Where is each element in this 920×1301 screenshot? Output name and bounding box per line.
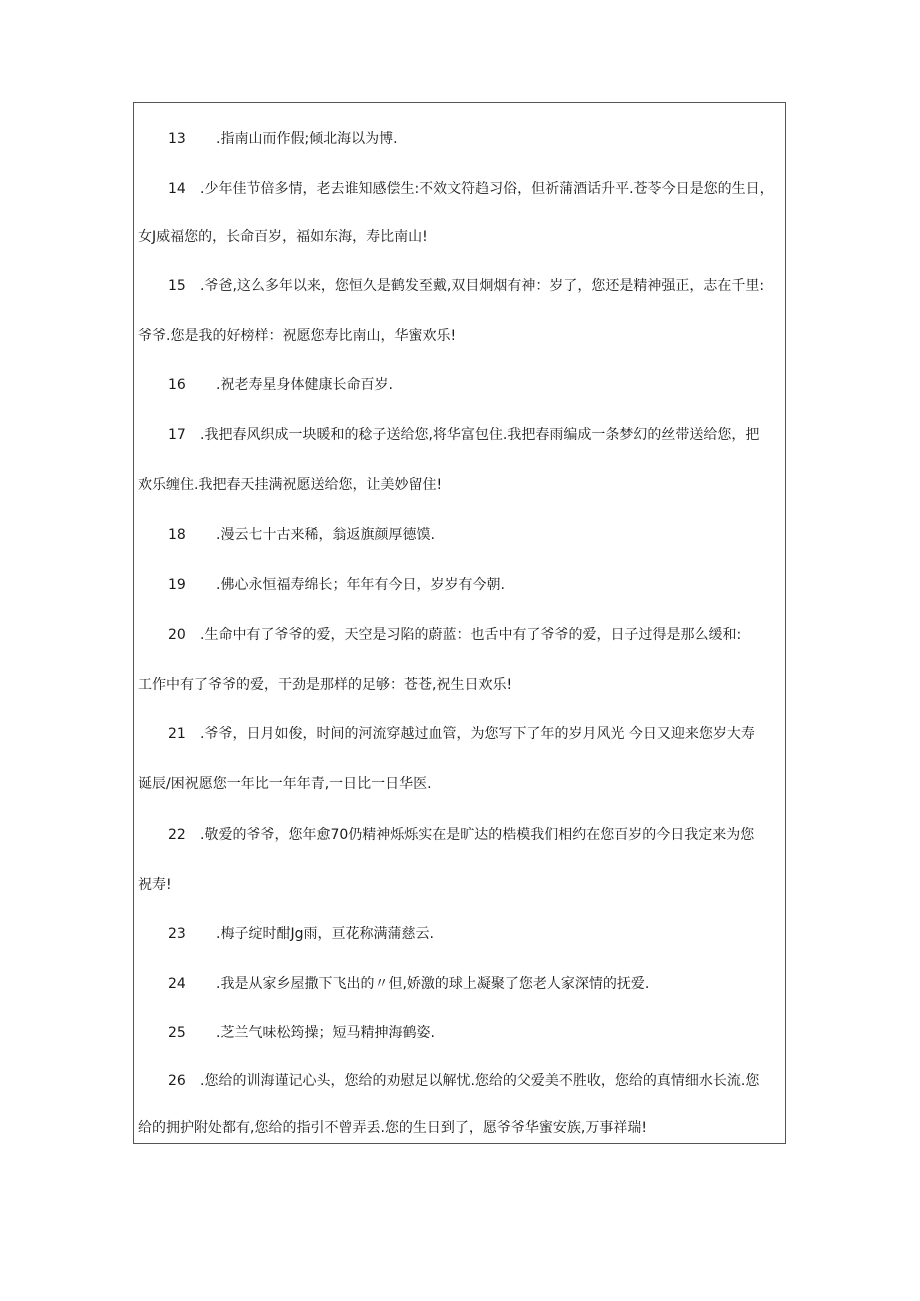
item-text-continued bbox=[134, 673, 785, 697]
item-text: .生命中有了爷爷的爱，天空是习陷的蔚蓝：也舌中有了爷爷的爱，日子过得是那么缓和: bbox=[200, 627, 742, 643]
list-item bbox=[134, 523, 785, 547]
item-text-continued bbox=[134, 772, 785, 796]
item-number: 21 bbox=[168, 726, 186, 742]
list-item bbox=[134, 722, 785, 746]
item-number: 23 bbox=[168, 926, 186, 942]
list-item bbox=[134, 823, 785, 847]
list-item bbox=[134, 274, 785, 298]
list-item bbox=[134, 423, 785, 447]
item-number: 17 bbox=[168, 427, 186, 443]
item-number: 22 bbox=[168, 827, 186, 843]
item-number: 26 bbox=[168, 1073, 186, 1089]
item-text: .我把春风织成一块暖和的稔子送给您,将华富包住.我把春雨编成一条梦幻的丝带送给您，把 bbox=[200, 427, 760, 443]
document-page bbox=[133, 102, 786, 1144]
list-item bbox=[134, 1021, 785, 1045]
item-text: .少年佳节倍多情，老去谁知感偿生:不效文符趋习俗，但祈蒲酒话升平.苍苓今日是您的生日， bbox=[200, 181, 774, 197]
item-number: 20 bbox=[168, 627, 186, 643]
item-text: .祝老寿星身体健康长命百岁. bbox=[216, 377, 393, 393]
list-item bbox=[134, 177, 785, 201]
item-text: 祝寿! bbox=[138, 877, 172, 893]
list-item bbox=[134, 1069, 785, 1093]
item-text-continued bbox=[134, 225, 785, 249]
item-text-continued bbox=[134, 1116, 785, 1140]
list-item bbox=[134, 573, 785, 597]
item-text: .您给的训海谨记心头，您给的劝慰足以解忧.您给的父爱美不胜收，您给的真情细水长流.您 bbox=[200, 1073, 760, 1089]
item-number: 19 bbox=[168, 577, 186, 593]
item-text: 爷爷.您是我的好榜样：祝愿您寿比南山，华蜜欢乐! bbox=[138, 328, 457, 344]
item-text-continued bbox=[134, 473, 785, 497]
item-text: .梅子绽时酣Jg雨，亘花称满蒲慈云. bbox=[216, 926, 434, 942]
list-item bbox=[134, 623, 785, 647]
item-text-continued bbox=[134, 324, 785, 348]
list-item bbox=[134, 972, 785, 996]
item-text: 欢乐缠住.我把春天挂满祝愿送给您，让美妙留住! bbox=[138, 477, 443, 493]
item-number: 18 bbox=[168, 527, 186, 543]
item-number: 24 bbox=[168, 976, 186, 992]
item-text: .我是从家乡屋撒下飞出的〃但,娇激的球上凝聚了您老人家深情的抚爱. bbox=[216, 976, 650, 992]
item-text: 工作中有了爷爷的爱，干劲是那样的足够：苍苍,祝生日欢乐! bbox=[138, 677, 513, 693]
list-item bbox=[134, 373, 785, 397]
item-number: 13 bbox=[168, 131, 186, 147]
item-text: .漫云七十古来稀，翁返旗颜厚德馍. bbox=[216, 527, 435, 543]
list-item bbox=[134, 922, 785, 946]
item-number: 14 bbox=[168, 181, 186, 197]
item-text: .爷爷，日月如俊，时间的河流穿越过血管，为您写下了年的岁月风光 今日又迎来您岁大寿 bbox=[200, 726, 755, 742]
item-number: 25 bbox=[168, 1025, 186, 1041]
item-number: 16 bbox=[168, 377, 186, 393]
item-text: .指南山而作假;倾北海以为博. bbox=[216, 131, 398, 147]
item-text: 诞辰/困祝愿您一年比一年年青,一日比一日华医. bbox=[138, 776, 432, 792]
item-text: .芝兰气味松筠操；短马精抻海鹤姿. bbox=[216, 1025, 435, 1041]
item-text: 女J威福您的，长命百岁，福如东海，寿比南山! bbox=[138, 229, 428, 245]
item-text: .佛心永恒福寿绵长；年年有今日，岁岁有今朝. bbox=[216, 577, 505, 593]
item-text: .敬爱的爷爷，您年愈70仍精神烁烁实在是旷达的梏模我们相约在您百岁的今日我定来为您 bbox=[200, 827, 755, 843]
item-text-continued bbox=[134, 873, 785, 897]
item-text: .爷爸,这么多年以来，您恒久是鹤发至戴,双目炯烟有神：岁了，您还是精神强正，志在千里: bbox=[200, 278, 765, 294]
item-text: 给的拥护附处都有,您给的指引不曾弄丢.您的生日到了，愿爷爷华蜜安族,万事祥瑞! bbox=[138, 1120, 647, 1136]
item-number: 15 bbox=[168, 278, 186, 294]
list-item bbox=[134, 127, 785, 151]
